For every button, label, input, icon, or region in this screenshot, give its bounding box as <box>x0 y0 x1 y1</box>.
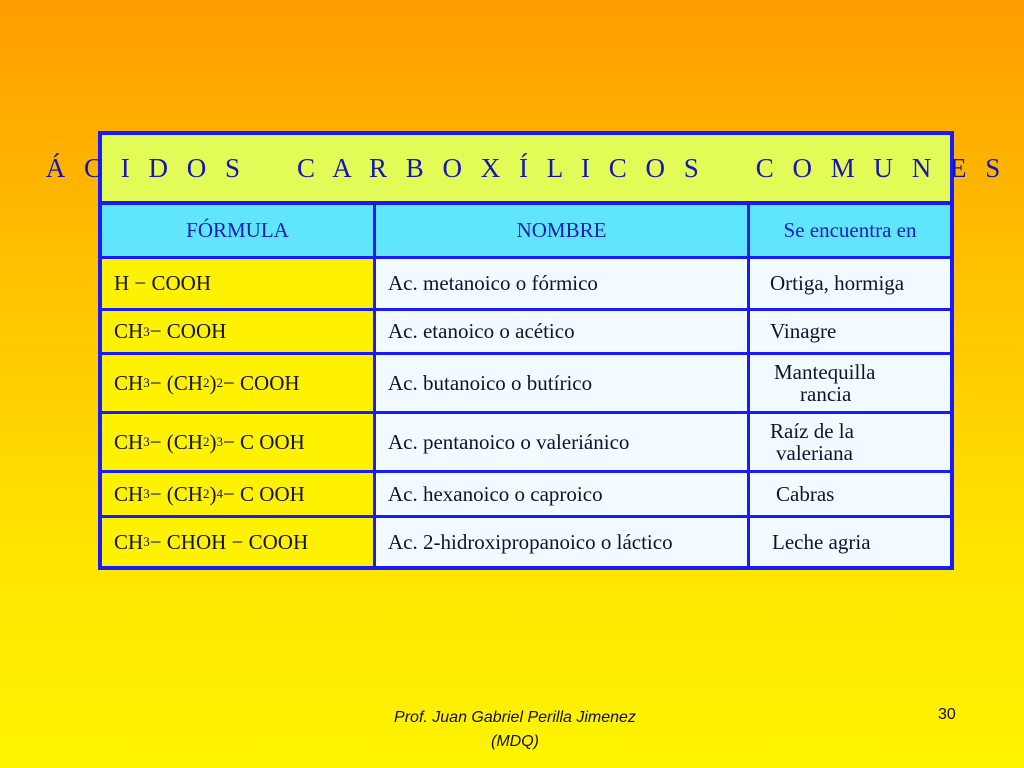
row-2-nombre: Ac. etanoico o acético <box>376 311 747 352</box>
table-title-box <box>45 131 1007 205</box>
row-2-formula: CH 3 − COOH <box>102 311 373 352</box>
footer-author-affiliation: (MDQ) <box>491 733 539 750</box>
row-divider <box>102 352 950 355</box>
row-divider <box>102 411 950 414</box>
row-6-formula: CH 3 − CHOH − COOH <box>102 518 373 566</box>
column-divider <box>373 205 376 566</box>
row-3-formula: CH 3 − (CH 2 ) 2 − COOH <box>102 355 373 411</box>
row-3-nombre: Ac. butanoico o butírico <box>376 355 747 411</box>
row-3-se-encuentra: Mantequilla rancia <box>750 355 950 411</box>
row-1-se-encuentra: Ortiga, hormiga <box>750 259 950 308</box>
row-1-nombre: Ac. metanoico o fórmico <box>376 259 747 308</box>
carboxylic-acids-table <box>45 131 1007 570</box>
row-divider <box>102 308 950 311</box>
header-formula: FÓRMULA <box>102 205 373 256</box>
column-divider <box>747 205 750 566</box>
row-5-formula: CH 3 − (CH 2 ) 4 − C OOH <box>102 473 373 515</box>
row-1-formula: H − COOH <box>102 259 373 308</box>
row-2-se-encuentra: Vinagre <box>750 311 950 352</box>
row-5-se-encuentra: Cabras <box>750 473 950 515</box>
header-se-encuentra: Se encuentra en <box>750 205 950 256</box>
header-nombre: NOMBRE <box>376 205 747 256</box>
row-divider <box>102 515 950 518</box>
table-grid <box>98 205 954 570</box>
row-5-nombre: Ac. hexanoico o caproico <box>376 473 747 515</box>
table-title: Á C I D O S C A R B O X Í L I C O S C O M U N E S <box>45 152 1007 183</box>
row-4-nombre: Ac. pentanoico o valeriánico <box>376 414 747 470</box>
footer-author <box>330 706 700 754</box>
row-4-se-encuentra: Raíz de la valeriana <box>750 414 950 470</box>
row-divider <box>102 256 950 259</box>
row-6-se-encuentra: Leche agria <box>750 518 950 566</box>
footer-author-name: Prof. Juan Gabriel Perilla Jimenez <box>394 709 636 726</box>
row-divider <box>102 470 950 473</box>
slide-number: 30 <box>938 706 956 723</box>
row-4-formula: CH 3 − (CH 2 ) 3 − C OOH <box>102 414 373 470</box>
row-6-nombre: Ac. 2-hidroxipropanoico o láctico <box>376 518 747 566</box>
